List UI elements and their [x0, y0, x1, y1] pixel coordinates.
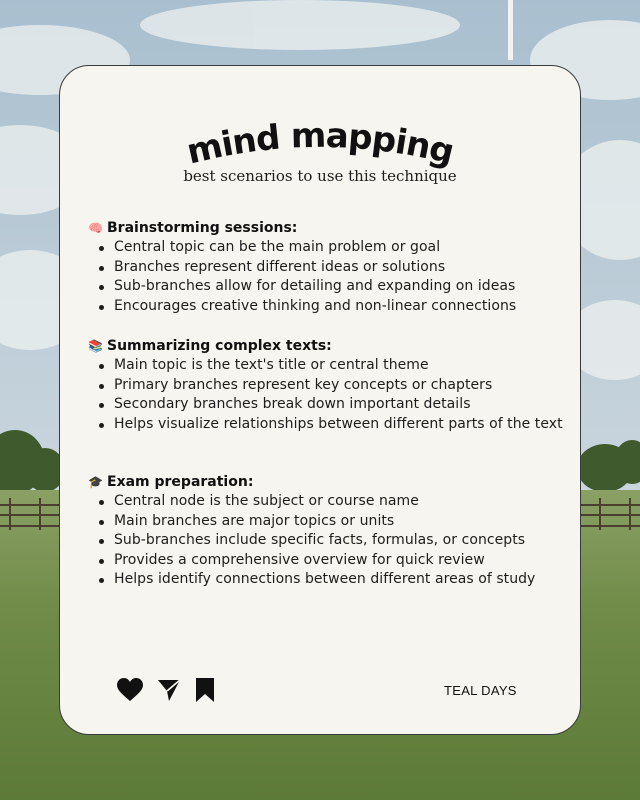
list-item: Secondary branches break down important details: [114, 395, 568, 415]
section: [88, 472, 568, 590]
bullet-list: [88, 492, 568, 590]
section-heading-text: Brainstorming sessions:: [107, 220, 298, 236]
page-title: [0, 110, 640, 170]
list-item: Sub-branches include specific facts, formulas, or concepts: [114, 531, 568, 551]
bullet-list: [88, 238, 568, 316]
bullet-list: [88, 356, 568, 434]
action-bar: [116, 676, 216, 704]
section-emoji-icon: 🧠: [88, 221, 103, 235]
list-item: Encourages creative thinking and non-linear connections: [114, 297, 568, 317]
section-heading: [88, 472, 568, 492]
heart-icon[interactable]: [116, 677, 144, 703]
list-item: Central topic can be the main problem or goal: [114, 238, 568, 258]
list-item: Branches represent different ideas or solutions: [114, 258, 568, 278]
list-item: Helps identify connections between different areas of study: [114, 570, 568, 590]
list-item: Sub-branches allow for detailing and expanding on ideas: [114, 277, 568, 297]
subtitle: best scenarios to use this technique: [183, 167, 457, 185]
section-heading-text: Summarizing complex texts:: [107, 338, 332, 354]
section: [88, 336, 568, 434]
section-heading: [88, 336, 568, 356]
bookmark-icon[interactable]: [194, 677, 216, 703]
section-heading: [88, 218, 568, 238]
list-item: Central node is the subject or course name: [114, 492, 568, 512]
list-item: Primary branches represent key concepts or chapters: [114, 376, 568, 396]
section-emoji-icon: 🎓: [88, 475, 103, 489]
svg-text:mind mapping: [183, 116, 457, 170]
send-icon[interactable]: [156, 677, 182, 703]
list-item: Main topic is the text's title or central theme: [114, 356, 568, 376]
brand-name: TEAL DAYS: [444, 683, 517, 698]
section: [88, 218, 568, 316]
list-item: Helps visualize relationships between different parts of the text: [114, 415, 568, 435]
section-emoji-icon: 📚: [88, 339, 103, 353]
list-item: Main branches are major topics or units: [114, 512, 568, 532]
title-text: mind mapping: [183, 115, 458, 170]
list-item: Provides a comprehensive overview for quick review: [114, 551, 568, 571]
section-heading-text: Exam preparation:: [107, 474, 254, 490]
